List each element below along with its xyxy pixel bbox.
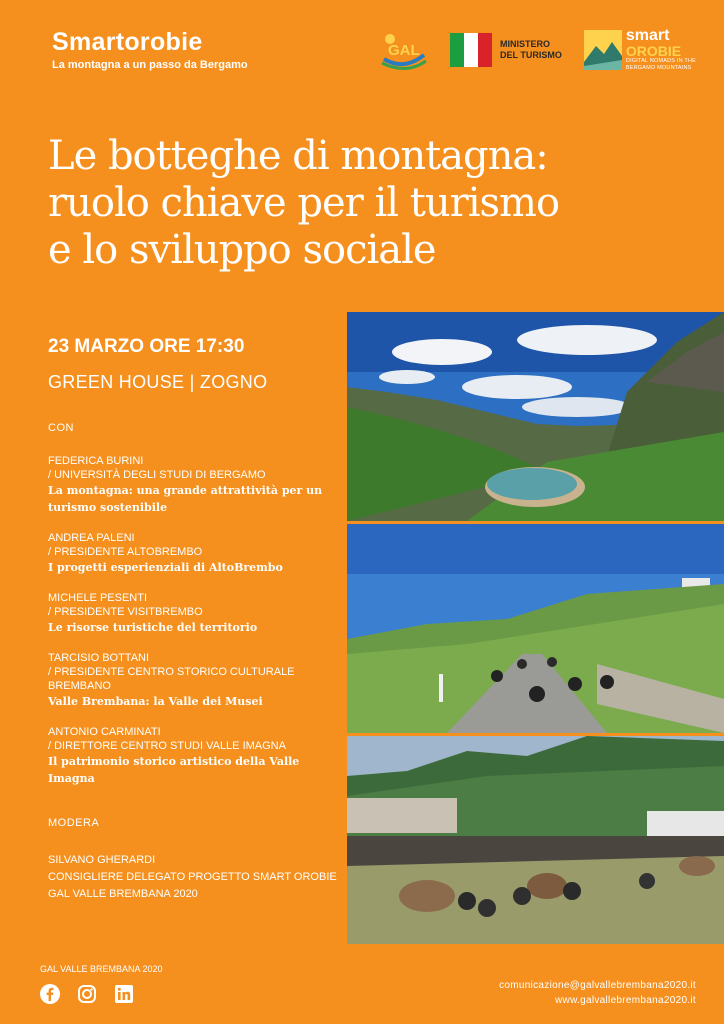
speaker-item (48, 454, 338, 516)
speaker-role: / PRESIDENTE CENTRO STORICO CULTURALE BREMBANO (48, 666, 295, 692)
gal-logo (380, 29, 428, 71)
contact-website[interactable]: www.galvallebrembana2020.it (555, 995, 696, 1006)
ministero-line-2: DEL TURISMO (500, 50, 562, 60)
italy-flag-icon (450, 33, 492, 67)
social-links (40, 984, 134, 1004)
speaker-topic: La montagna: una grande attrattività per un turismo sostenibile (48, 484, 323, 514)
speaker-topic: Le risorse turistiche del territorio (48, 621, 258, 634)
speaker-item (48, 651, 338, 710)
speaker-item (48, 725, 338, 787)
speaker-topic: I progetti esperienziali di AltoBrembo (48, 561, 283, 574)
event-title (48, 133, 688, 274)
speaker-name: ANTONIO CARMINATI (48, 726, 161, 738)
speaker-name: TARCISIO BOTTANI (48, 652, 150, 664)
smart-logo-line-4: BERGAMO MOUNTAINS (625, 65, 692, 71)
speaker-role: / PRESIDENTE VISITBREMBO (48, 606, 203, 618)
speaker-role: / UNIVERSITÀ DEGLI STUDI DI BERGAMO (48, 469, 266, 481)
speakers-list (48, 454, 338, 802)
speaker-role: / PRESIDENTE ALTOBREMBO (48, 546, 203, 558)
brand-block (52, 28, 248, 71)
contact-email[interactable]: comunicazione@galvallebrembana2020.it (499, 980, 696, 991)
photo-cyclists (347, 524, 724, 733)
ministero-line-1: MINISTERO (500, 39, 551, 49)
facebook-icon[interactable] (40, 984, 60, 1004)
ministero-logo (450, 33, 562, 67)
speaker-name: FEDERICA BURINI (48, 455, 144, 467)
instagram-icon[interactable] (77, 984, 97, 1004)
footer-org: GAL VALLE BREMBANA 2020 (40, 964, 163, 974)
title-line-1: Le botteghe di montagna: (48, 133, 548, 179)
gal-logo-text: GAL (388, 42, 420, 59)
moderator-role: CONSIGLIERE DELEGATO PROGETTO SMART OROBIE GAL VALLE BREMBANA 2020 (48, 871, 337, 900)
brand-title: Smartorobie (52, 28, 203, 56)
speaker-item (48, 531, 338, 576)
brand-subtitle: La montagna a un passo da Bergamo (52, 59, 248, 71)
linkedin-icon[interactable] (114, 984, 134, 1004)
con-label: CON (48, 422, 74, 434)
smart-orobie-logo (584, 28, 696, 72)
photo-cattle-fair (347, 736, 724, 944)
footer-contacts (499, 978, 696, 1008)
speaker-name: ANDREA PALENI (48, 532, 135, 544)
speaker-topic: Il patrimonio storico artistico della Valle Imagna (48, 755, 300, 785)
photo-mountain-lake (347, 312, 724, 521)
moderator-name: SILVANO GHERARDI (48, 854, 156, 866)
smart-logo-line-2: OROBIE (625, 43, 682, 59)
speaker-topic: Valle Brembana: la Valle dei Musei (48, 695, 263, 708)
smart-logo-line-3: DIGITAL NOMADS IN THE (625, 58, 696, 64)
smart-logo-line-1: smart (625, 27, 670, 44)
moderator-block (48, 852, 338, 903)
modera-label: MODERA (48, 817, 100, 829)
speaker-item (48, 591, 338, 636)
mountain-icon (584, 30, 622, 70)
event-date: 23 MARZO ORE 17:30 (48, 336, 245, 357)
partner-logos (380, 28, 696, 72)
title-line-3: e lo sviluppo sociale (48, 227, 436, 273)
event-venue: GREEN HOUSE | ZOGNO (48, 372, 268, 392)
title-line-2: ruolo chiave per il turismo (48, 180, 560, 226)
speaker-name: MICHELE PESENTI (48, 592, 148, 604)
speaker-role: / DIRETTORE CENTRO STUDI VALLE IMAGNA (48, 740, 286, 752)
